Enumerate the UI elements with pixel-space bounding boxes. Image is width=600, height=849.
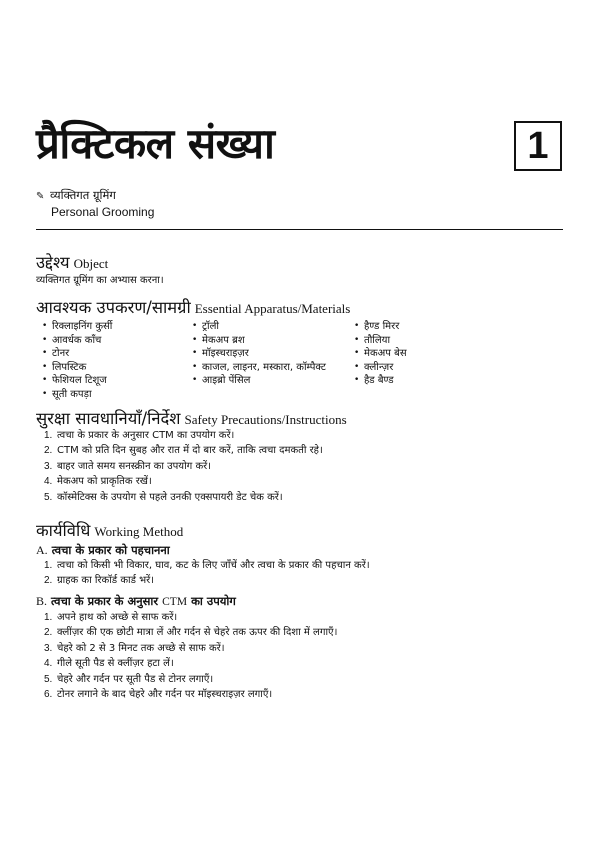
list-item: 1. अपने हाथ को अच्छे से साफ करें। [44, 612, 178, 623]
list-item: 2. क्लींज़र की एक छोटी मात्रा लें और गर्दन से चेहरे तक ऊपर की दिशा में लगाएँ। [44, 627, 338, 639]
part-b-list [44, 610, 337, 702]
apparatus-heading [36, 295, 350, 318]
method-heading-english: Working Method [94, 524, 184, 539]
list-item: 5. कॉस्मेटिक्स के उपयोग से पहले उनकी एक्सपायरी डेट चेक करें। [44, 491, 283, 503]
list-item: • काजल, लाइनर, मस्कारा, कॉम्पैक्ट [190, 361, 326, 375]
part-a-list [44, 558, 370, 589]
part-a-title: त्वचा के प्रकार को पहचानना [51, 543, 170, 557]
list-item: 1. त्वचा के प्रकार के अनुसार CTM का उपयोग करें। [44, 430, 235, 441]
list-item: • फेशियल टिशूज [40, 374, 112, 388]
list-item: • मॉइस्चराइज़र [190, 347, 326, 361]
list-item: 3. बाहर जाते समय सनस्क्रीन का उपयोग करें। [44, 460, 212, 472]
list-item: • क्लीन्ज़र [352, 361, 407, 375]
list-item: • लिपस्टिक [40, 361, 112, 375]
list-item: • टोनर [40, 347, 112, 361]
object-heading-english: Object [73, 256, 109, 271]
practical-number: 1 [527, 124, 549, 167]
list-item: 3. चेहरे को 2 से 3 मिनट तक अच्छे से साफ करें। [44, 642, 225, 654]
list-item: • ट्रॉली [190, 320, 326, 334]
pen-icon: ✎ [36, 191, 45, 202]
list-item: • हैण्ड मिरर [352, 320, 407, 334]
page-title: प्रैक्टिकल संख्या [36, 119, 275, 168]
method-heading-hindi: कार्यविधि [36, 521, 91, 540]
list-item: • सूती कपड़ा [40, 388, 112, 402]
list-item: 2. CTM को प्रति दिन सुबह और रात में दो बार करें, ताकि त्वचा दमकती रहे। [44, 445, 323, 457]
safety-heading [36, 406, 347, 429]
safety-heading-hindi: सुरक्षा सावधानियाँ/निर्देश [36, 409, 181, 428]
object-text: व्यक्तिगत ग्रूमिंग का अभ्यास करना। [36, 275, 164, 286]
list-item: • तौलिया [352, 334, 407, 348]
apparatus-list-col1 [40, 320, 112, 402]
list-item: • मेकअप बेस [352, 347, 407, 361]
list-item: • रिक्लाइनिंग कुर्सी [40, 320, 112, 334]
list-item: 1. त्वचा को किसी भी विकार, घाव, कट के लिए जाँचें और त्वचा के प्रकार की पहचान करें। [44, 560, 370, 571]
list-item: 6. टोनर लगाने के बाद चेहरे और गर्दन पर मॉइस्चराइज़र लगाएँ। [44, 689, 273, 701]
practical-number-box [514, 121, 562, 171]
part-b-heading [36, 594, 236, 609]
apparatus-list-col2 [190, 320, 326, 388]
list-item: • हैड बैण्ड [352, 374, 407, 388]
safety-heading-english: Safety Precautions/Instructions [184, 412, 347, 427]
part-b-title: त्वचा के प्रकार के अनुसार [51, 594, 159, 608]
method-heading [36, 518, 183, 541]
part-b-ctm: CTM [162, 596, 188, 608]
object-heading-hindi: उद्देश्य [36, 253, 70, 272]
title-divider [36, 229, 563, 230]
part-b-title-end: का उपयोग [191, 594, 236, 608]
apparatus-heading-hindi: आवश्यक उपकरण/सामग्री [36, 298, 191, 317]
list-item: • आइब्रो पेंसिल [190, 374, 326, 388]
safety-list [44, 428, 323, 505]
subtitle-hindi [36, 188, 116, 203]
apparatus-list-col3 [352, 320, 407, 388]
apparatus-heading-english: Essential Apparatus/Materials [194, 301, 351, 316]
list-item: • आवर्धक काँच [40, 334, 112, 348]
subtitle-english: Personal Grooming [51, 205, 155, 219]
object-heading [36, 250, 108, 273]
part-a-letter: A. [36, 543, 48, 557]
subtitle-hindi-text: व्यक्तिगत ग्रूमिंग [50, 188, 116, 202]
list-item: 4. मेकअप को प्राकृतिक रखें। [44, 476, 152, 488]
list-item: • मेकअप ब्रश [190, 334, 326, 348]
part-a-heading [36, 543, 170, 558]
list-item: 2. ग्राहक का रिकॉर्ड कार्ड भरें। [44, 575, 155, 587]
list-item: 5. चेहरे और गर्दन पर सूती पैड से टोनर लगाएँ। [44, 673, 214, 685]
part-b-letter: B. [36, 594, 48, 608]
list-item: 4. गीले सूती पैड से क्लींज़र हटा लें। [44, 658, 174, 670]
